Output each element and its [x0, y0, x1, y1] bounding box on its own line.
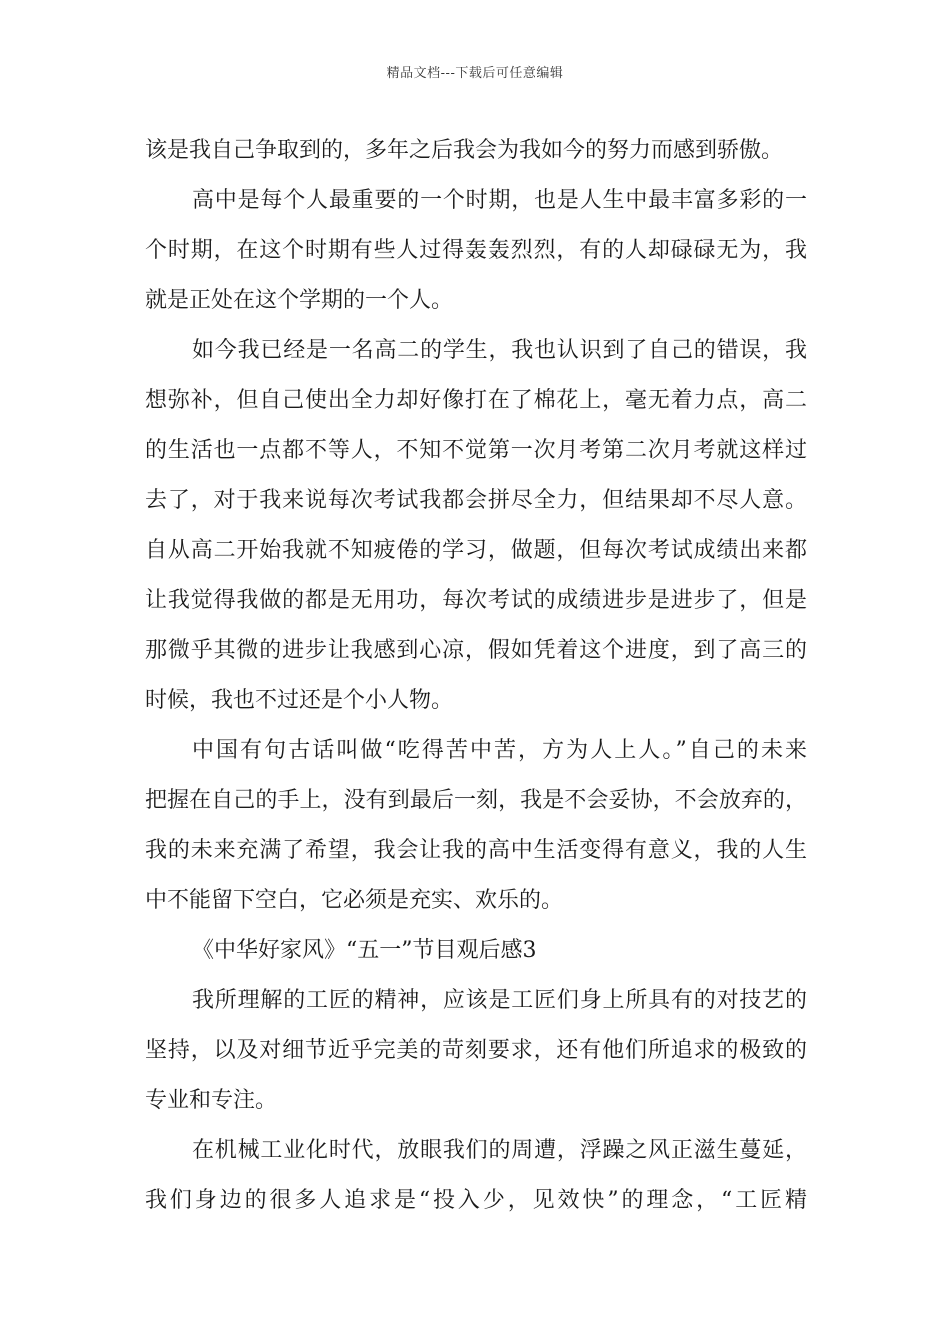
body-line: 专业和专注。 — [145, 1088, 278, 1113]
body-line: 我的未来充满了希望，我会让我的高中生活变得有意义，我的人生 — [145, 838, 807, 863]
body-line: 该是我自己争取到的，多年之后我会为我如今的努力而感到骄傲。 — [145, 138, 784, 163]
body-line: 我们身边的很多人追求是“投入少，见效快”的理念，“工匠精 — [145, 1188, 807, 1213]
body-line: 想弥补，但自己使出全力却好像打在了棉花上，毫无着力点，高二 — [145, 388, 807, 413]
body-line: 就是正处在这个学期的一个人。 — [145, 288, 454, 313]
body-line: 把握在自己的手上，没有到最后一刻，我是不会妥协，不会放弃的， — [145, 788, 807, 813]
body-line: 高中是每个人最重要的一个时期，也是人生中最丰富多彩的一 — [192, 188, 807, 213]
body-line: 个时期，在这个时期有些人过得轰轰烈烈，有的人却碌碌无为，我 — [145, 238, 807, 263]
body-line: 中国有句古话叫做“吃得苦中苦，方为人上人。”自己的未来 — [192, 738, 807, 763]
body-line: 我所理解的工匠的精神，应该是工匠们身上所具有的对技艺的 — [192, 988, 807, 1013]
body-line: 让我觉得我做的都是无用功，每次考试的成绩进步是进步了，但是 — [145, 588, 807, 613]
body-line: 去了，对于我来说每次考试我都会拼尽全力，但结果却不尽人意。 — [145, 488, 807, 513]
body-line: 那微乎其微的进步让我感到心凉，假如凭着这个进度，到了高三的 — [145, 638, 807, 663]
page-header: 精品文档---下载后可任意编辑 — [386, 66, 564, 81]
body-line: 如今我已经是一名高二的学生，我也认识到了自己的错误，我 — [192, 338, 807, 363]
body-line: 中不能留下空白，它必须是充实、欢乐的。 — [145, 888, 564, 913]
body-line: 在机械工业化时代，放眼我们的周遭，浮躁之风正滋生蔓延， — [192, 1138, 807, 1163]
body-line: 坚持，以及对细节近乎完美的苛刻要求，还有他们所追求的极致的 — [145, 1038, 807, 1063]
body-line: 自从高二开始我就不知疲倦的学习，做题，但每次考试成绩出来都 — [145, 538, 807, 563]
body-line: 时候，我也不过还是个小人物。 — [145, 688, 454, 713]
body-line: 的生活也一点都不等人，不知不觉第一次月考第二次月考就这样过 — [145, 438, 807, 463]
section-heading: 《中华好家风》“五一”节目观后感3 — [192, 938, 537, 963]
